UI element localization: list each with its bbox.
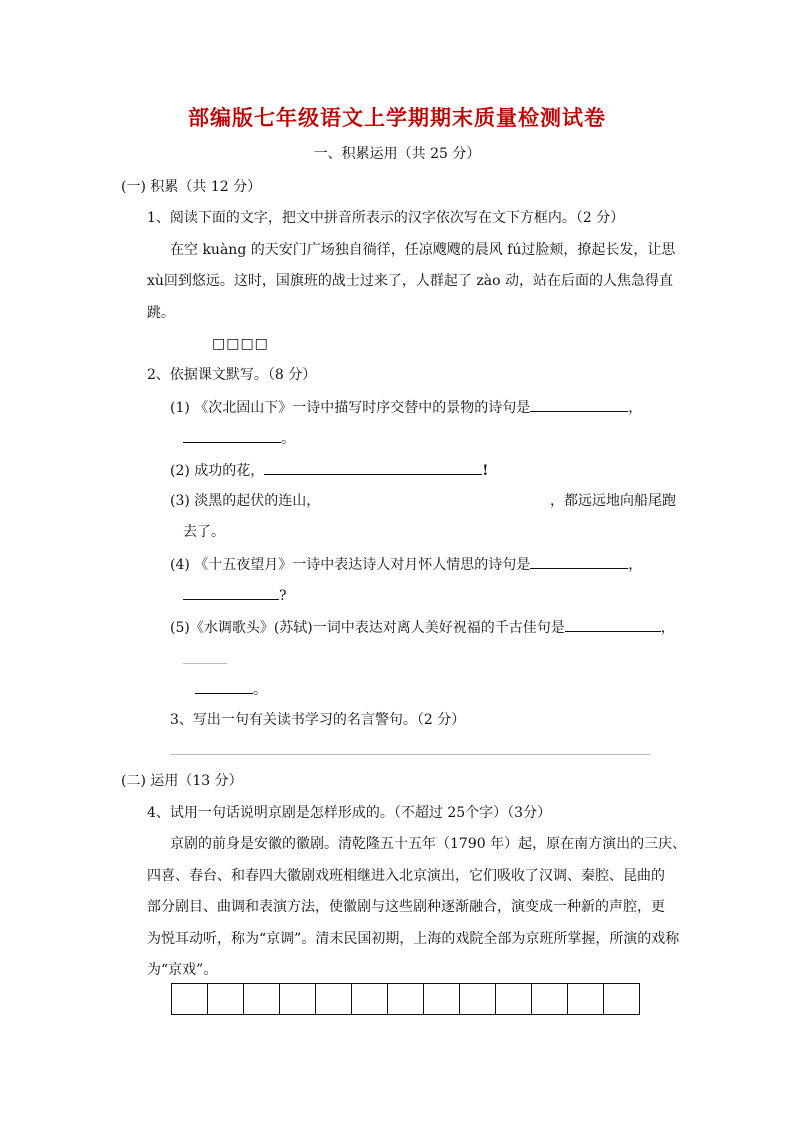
q1-paragraph-line-2: xù回到悠远。这时，国旗班的战士过来了，人群起了 zào 动，站在后面的人焦急得直 bbox=[147, 273, 673, 289]
q2-item-2 bbox=[170, 460, 488, 481]
q2-item-5-end: 。 bbox=[253, 682, 267, 698]
q2-item-1-cont bbox=[183, 428, 295, 449]
q2-item-2-text: (2) 成功的花， bbox=[170, 463, 265, 479]
q1-paragraph-line-3: 跳。 bbox=[147, 305, 175, 321]
section2-heading: (二) 运用（13 分） bbox=[121, 773, 243, 789]
q2-item-3-text-b: ，都远远地向船尾跑 bbox=[550, 493, 676, 509]
q2-item-4-end: ? bbox=[279, 588, 287, 604]
q2-item-1-comma: ， bbox=[628, 400, 643, 416]
answer-cell[interactable] bbox=[387, 983, 424, 1015]
q2-item-5-blank-a[interactable] bbox=[565, 617, 661, 632]
answer-cell[interactable] bbox=[243, 983, 280, 1015]
section1-heading: (一) 积累（共 12 分） bbox=[121, 179, 262, 195]
q2-item-3-text-c: 去了。 bbox=[183, 524, 225, 540]
q2-item-4-blank-b[interactable] bbox=[183, 585, 279, 600]
q1-prompt: 1、阅读下面的文字，把文中拼音所表示的汉字依次写在文下方框内。（2 分） bbox=[147, 210, 625, 226]
q3-answer-line[interactable] bbox=[170, 754, 651, 755]
q4-paragraph-line-2: 四喜、春台、和春四大徽剧戏班相继进入北京演出，它们吸收了汉调、秦腔、昆曲的 bbox=[147, 868, 665, 884]
q4-paragraph-line-3: 部分剧目、曲调和表演方法，使徽剧与这些剧种逐渐融合，演变成一种新的声腔，更 bbox=[147, 899, 665, 915]
q2-item-5-blank-b[interactable] bbox=[195, 679, 253, 694]
answer-cell[interactable] bbox=[459, 983, 496, 1015]
answer-cell[interactable] bbox=[279, 983, 316, 1015]
answer-cell[interactable] bbox=[315, 983, 352, 1015]
answer-cell[interactable] bbox=[495, 983, 532, 1015]
q2-prompt: 2、依据课文默写。（8 分） bbox=[147, 367, 317, 383]
q2-item-2-blank[interactable] bbox=[264, 460, 482, 475]
answer-cell[interactable] bbox=[171, 983, 208, 1015]
answer-cell[interactable] bbox=[531, 983, 568, 1015]
q2-item-1-text: (1) 《次北固山下》一诗中描写时序交替中的景物的诗句是 bbox=[170, 400, 531, 416]
q2-item-5-comma: ， bbox=[660, 620, 675, 636]
page-title: 部编版七年级语文上学期期末质量检测试卷 bbox=[188, 106, 606, 130]
q1-answer-boxes[interactable]: □□□□ bbox=[212, 336, 269, 352]
q2-item-4-comma: ， bbox=[628, 557, 643, 573]
q4-prompt: 4、试用一句话说明京剧是怎样形成的。（不超过 25个字）（3分） bbox=[147, 805, 552, 821]
q2-item-5 bbox=[170, 617, 675, 638]
q3-prompt: 3、写出一句有关读书学习的名言警句。（2 分） bbox=[170, 712, 466, 728]
q2-item-4-cont bbox=[183, 585, 287, 606]
answer-cell[interactable] bbox=[423, 983, 460, 1015]
q4-answer-grid bbox=[171, 983, 640, 1015]
q2-item-5-rule bbox=[183, 663, 227, 664]
q2-item-4 bbox=[170, 554, 642, 575]
answer-cell[interactable] bbox=[207, 983, 244, 1015]
q1-paragraph-line-1: 在空 kuàng 的天安门广场独自徜徉，任凉飕飕的晨风 fú过脸颊，撩起长发，让思 bbox=[170, 242, 676, 258]
q2-item-1-blank-a[interactable] bbox=[530, 397, 628, 412]
q2-item-1 bbox=[170, 397, 642, 418]
q2-item-4-blank-a[interactable] bbox=[530, 554, 628, 569]
q4-paragraph-line-1: 京剧的前身是安徽的徽剧。清乾隆五十五年（1790 年）起，原在南方演出的三庆、 bbox=[170, 836, 687, 852]
q2-item-1-blank-b[interactable] bbox=[183, 428, 281, 443]
answer-cell[interactable] bbox=[351, 983, 388, 1015]
q4-paragraph-line-5: 为“京戏”。 bbox=[147, 962, 218, 978]
q2-item-5-text: (5)《水调歌头》(苏轼)一词中表达对离人美好祝福的千古佳句是 bbox=[170, 620, 565, 636]
q2-item-3-text: (3) 淡黑的起伏的连山， bbox=[170, 493, 321, 509]
q2-item-4-text: (4) 《十五夜望月》一诗中表达诗人对月怀人情思的诗句是 bbox=[170, 557, 531, 573]
q2-item-2-end: ! bbox=[482, 463, 489, 479]
q4-paragraph-line-4: 为悦耳动听，称为“京调”。清末民国初期，上海的戏院全部为京班所掌握，所演的戏称 bbox=[147, 931, 680, 947]
part1-heading: 一、积累运用（共 25 分） bbox=[313, 146, 481, 162]
answer-cell[interactable] bbox=[603, 983, 640, 1015]
q2-item-5-cont bbox=[195, 679, 267, 700]
q2-item-1-end: 。 bbox=[281, 431, 295, 447]
answer-cell[interactable] bbox=[567, 983, 604, 1015]
